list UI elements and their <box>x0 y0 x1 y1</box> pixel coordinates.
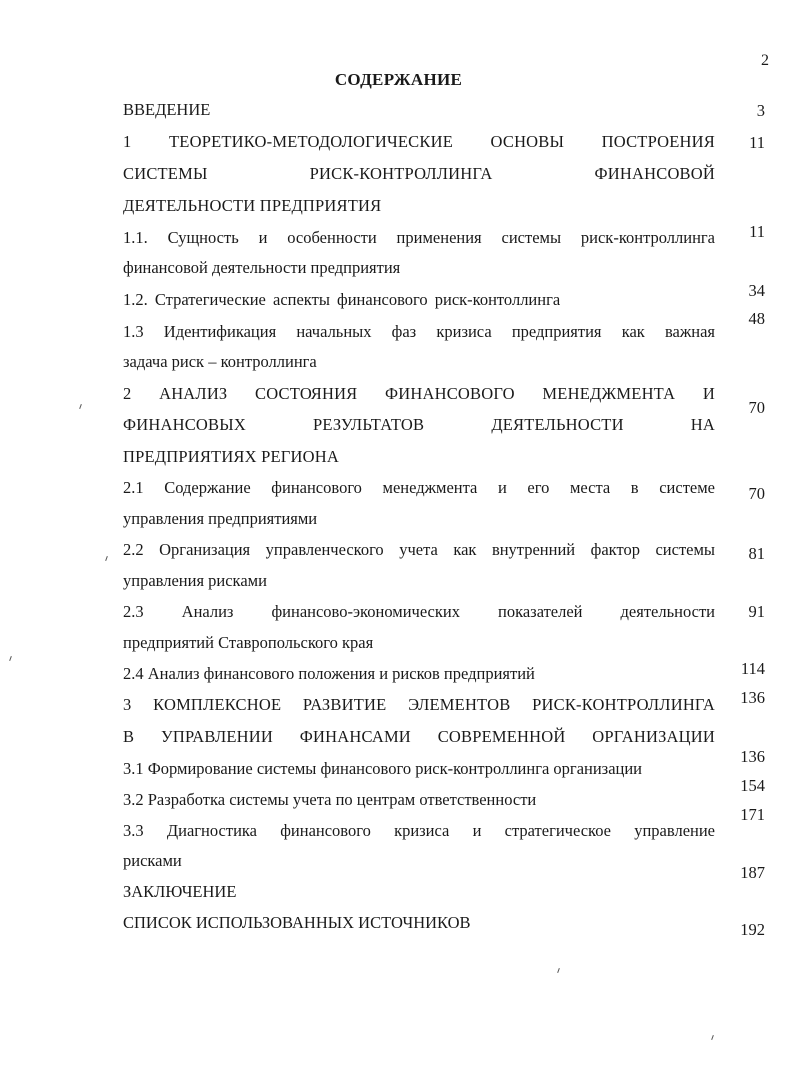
toc-line: задача риск – контроллинга <box>123 352 317 371</box>
toc-line: ДЕЯТЕЛЬНОСТИ ПРЕДПРИЯТИЯ <box>123 196 382 215</box>
toc-page-number: 48 <box>748 309 765 328</box>
toc-line: 2.1 Содержание финансового менеджмента и его места в системе <box>123 478 715 497</box>
toc-line: 3.1 Формирование системы финансового риск-контроллинга организации <box>123 759 643 778</box>
scan-speck <box>105 556 108 561</box>
toc-line: В УПРАВЛЕНИИ ФИНАНСАМИ СОВРЕМЕННОЙ ОРГАНИЗАЦИИ <box>123 727 715 746</box>
toc-page-number: 34 <box>748 281 765 300</box>
toc-line: ЗАКЛЮЧЕНИЕ <box>123 882 237 901</box>
scan-speck <box>711 1035 714 1040</box>
toc-page-number: 154 <box>740 776 765 795</box>
toc-line: 1.2. Стратегические аспекты финансового риск-контоллинга <box>123 290 561 309</box>
page-number: 2 <box>761 52 769 69</box>
page-title: СОДЕРЖАНИЕ <box>334 70 463 89</box>
toc-line: управления рисками <box>123 571 267 590</box>
toc-page-number: 11 <box>749 133 765 152</box>
toc-line: 1.3 Идентификация начальных фаз кризиса предприятия как важная <box>123 322 715 341</box>
toc-page-number: 136 <box>740 747 765 766</box>
toc-line: СИСТЕМЫ РИСК-КОНТРОЛЛИНГА ФИНАНСОВОЙ <box>123 164 715 183</box>
toc-line: 2 АНАЛИЗ СОСТОЯНИЯ ФИНАНСОВОГО МЕНЕДЖМЕНТА И <box>123 384 715 403</box>
toc-page-number: 70 <box>748 484 765 503</box>
toc-line: 3.3 Диагностика финансового кризиса и стратегическое управление <box>123 821 715 840</box>
toc-line: 3.2 Разработка системы учета по центрам ответственности <box>123 790 537 809</box>
scan-speck <box>557 968 560 973</box>
toc-line: ФИНАНСОВЫХ РЕЗУЛЬТАТОВ ДЕЯТЕЛЬНОСТИ НА <box>123 415 715 434</box>
scan-speck <box>79 404 82 409</box>
toc-page-number: 81 <box>748 544 765 563</box>
toc-line: финансовой деятельности предприятия <box>123 258 401 277</box>
toc-page-number: 70 <box>748 398 765 417</box>
toc-line: СПИСОК ИСПОЛЬЗОВАННЫХ ИСТОЧНИКОВ <box>123 913 471 932</box>
toc-line: ВВЕДЕНИЕ <box>123 100 211 119</box>
toc-line: ПРЕДПРИЯТИЯХ РЕГИОНА <box>123 447 339 466</box>
toc-line: управления предприятиями <box>123 509 318 528</box>
toc-page-number: 136 <box>740 688 765 707</box>
toc-page-number: 114 <box>740 659 765 678</box>
toc-line: 1 ТЕОРЕТИКО-МЕТОДОЛОГИЧЕСКИЕ ОСНОВЫ ПОСТРОЕНИЯ <box>123 132 715 151</box>
toc-page-number: 11 <box>749 222 765 241</box>
toc-page-number: 171 <box>740 805 765 824</box>
toc-line: 1.1. Сущность и особенности применения системы риск-контроллинга <box>123 228 715 247</box>
toc-line: предприятий Ставропольского края <box>123 633 374 652</box>
toc-line: 3 КОМПЛЕКСНОЕ РАЗВИТИЕ ЭЛЕМЕНТОВ РИСК-КОНТРОЛЛИНГА <box>123 695 715 714</box>
toc-line: 2.4 Анализ финансового положения и рисков предприятий <box>123 664 535 683</box>
toc-line: рисками <box>123 851 182 870</box>
toc-page-number: 3 <box>756 101 765 120</box>
toc-line: 2.2 Организация управленческого учета как внутренний фактор системы <box>123 540 715 559</box>
toc-page-number: 192 <box>740 920 765 939</box>
toc-page-number: 187 <box>740 863 765 882</box>
scan-speck <box>9 656 12 661</box>
toc-page-number: 91 <box>748 602 765 621</box>
toc-line: 2.3 Анализ финансово-экономических показателей деятельности <box>123 602 715 621</box>
